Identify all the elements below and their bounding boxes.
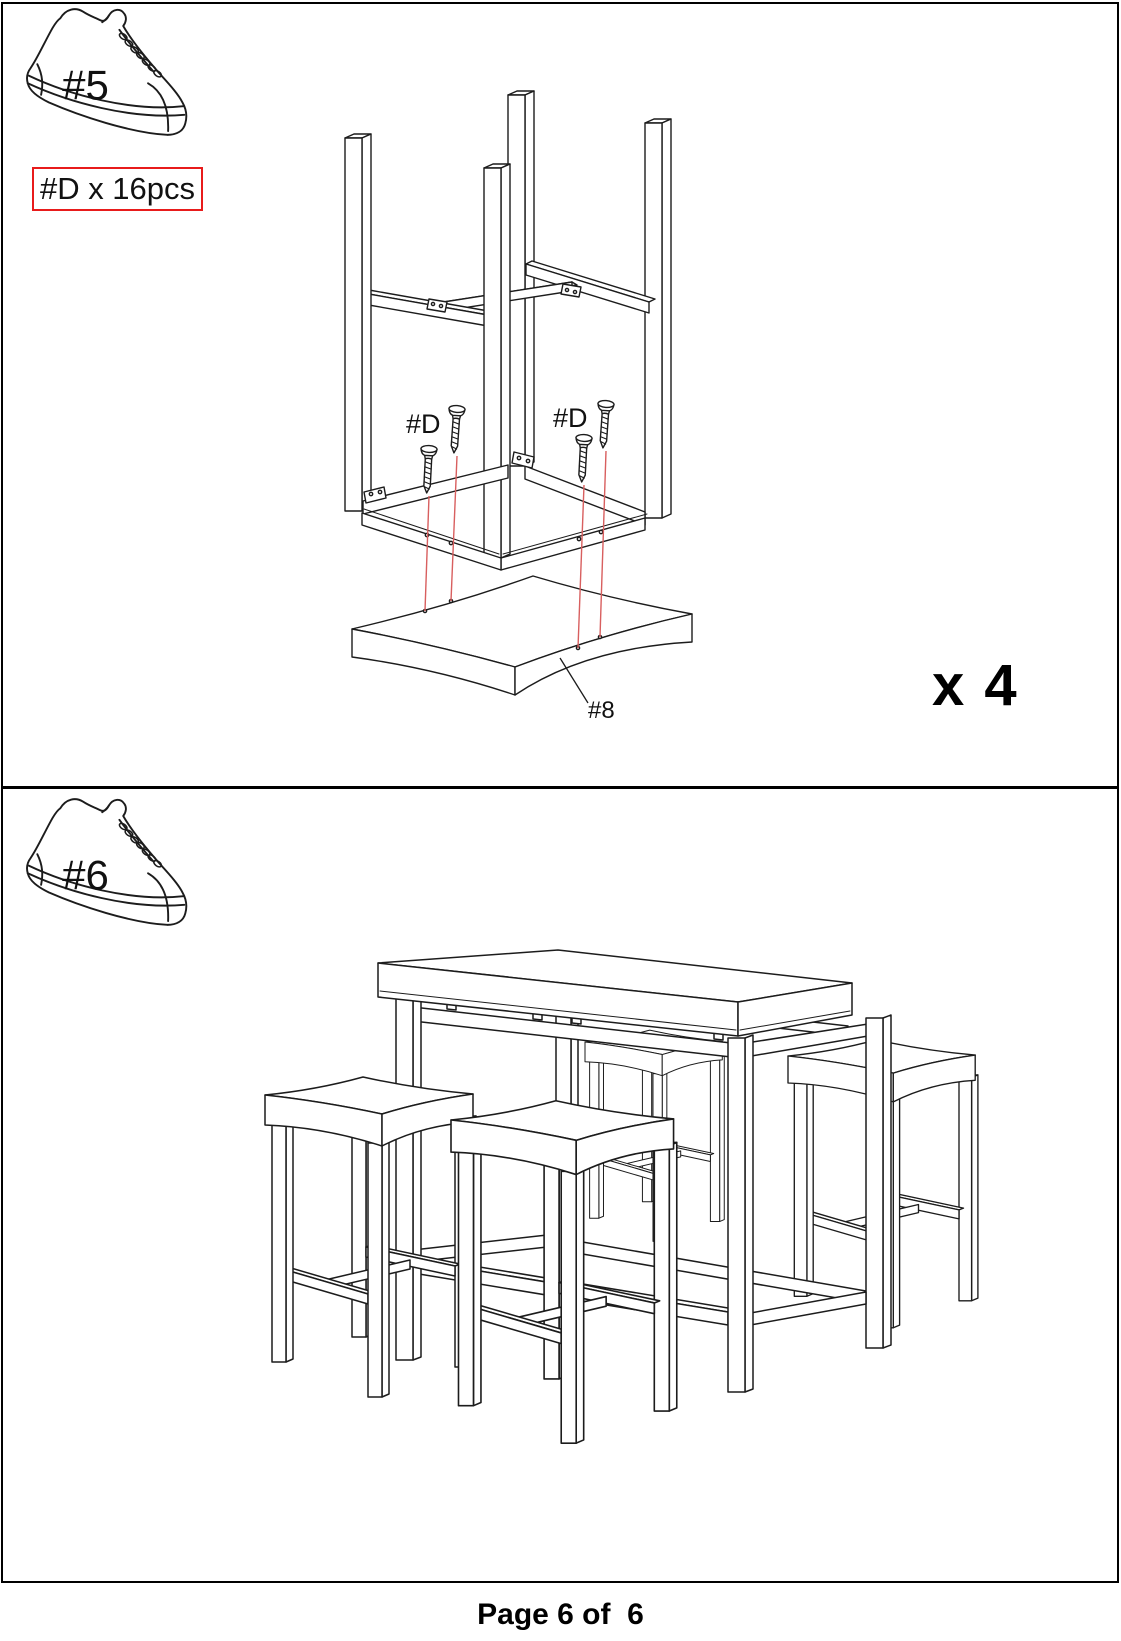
step-label: #5 <box>62 61 109 109</box>
frame-leg-right <box>645 119 671 518</box>
frame-stretcher-left <box>363 290 494 326</box>
frame-leg-front <box>484 164 510 558</box>
seat-panel <box>352 576 692 695</box>
seat-part-label: #8 <box>588 697 615 724</box>
screw-label-left: #D <box>406 409 441 439</box>
screw-icon <box>595 400 614 448</box>
step-label: #6 <box>62 851 109 899</box>
screw-icon <box>574 434 592 482</box>
repeat-count-label: x 4 <box>932 653 1019 718</box>
screw-label-right: #D <box>553 403 588 433</box>
hardware-callout-text: #D x 16pcs <box>39 171 196 206</box>
frame-leg-left <box>345 134 371 511</box>
frame-leg-back <box>508 91 534 466</box>
step6-diagram <box>0 790 1121 1583</box>
screw-icon <box>446 405 465 453</box>
stool-front-left <box>265 1077 476 1397</box>
page-footer: Page 6 of 6 <box>477 1598 644 1631</box>
